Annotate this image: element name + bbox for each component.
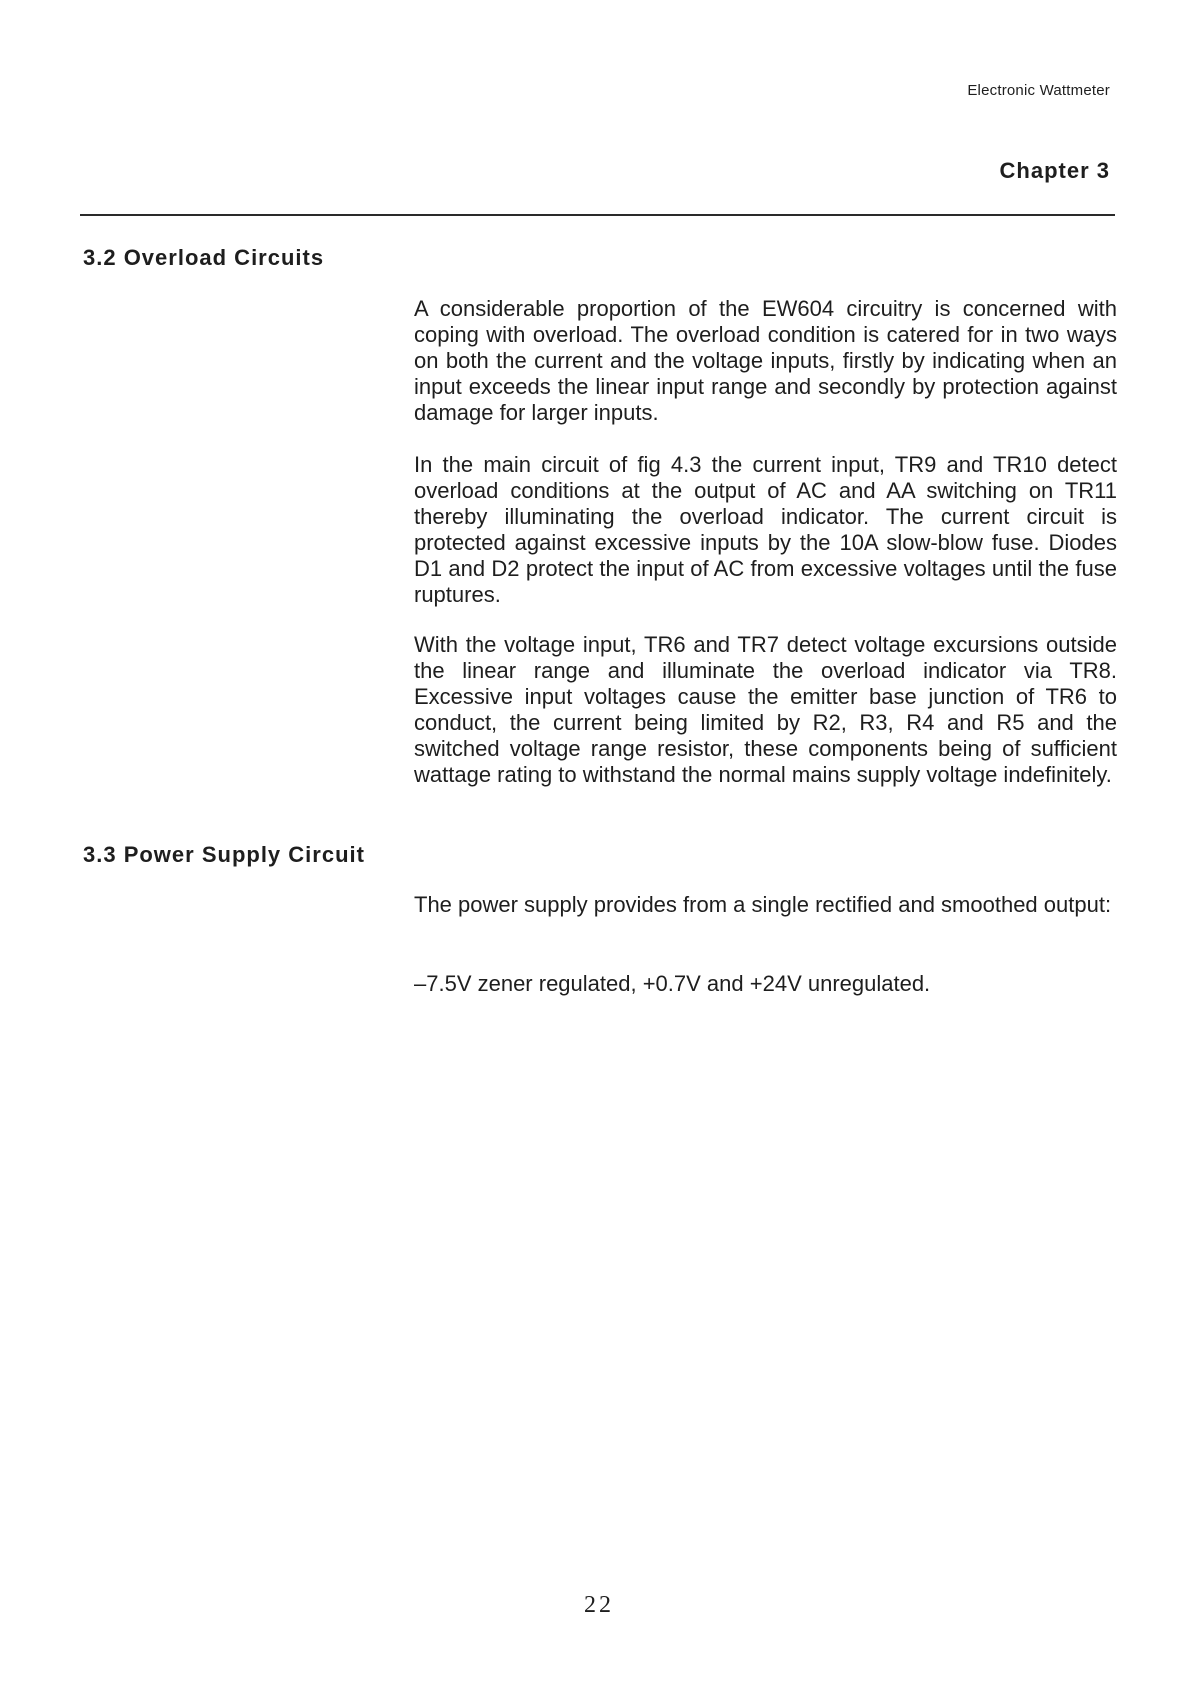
overload-paragraph-3: With the voltage input, TR6 and TR7 detect voltage excursions outside the linear range and illuminate the overload indicator via TR8. Excessive input voltages cause the emitter base junction of TR6 to conduct, the current being limited by R2, R3, R4 and R5 and the switched voltage range resistor, these components being of sufficient wattage rating to withstand the normal mains supply voltage indefinitely. <box>414 632 1117 787</box>
section-heading-overload-circuits: 3.2 Overload Circuits <box>83 245 325 270</box>
power-supply-paragraph-1: The power supply provides from a single rectified and smoothed output: <box>414 892 1112 917</box>
section-heading-power-supply-circuit: 3.3 Power Supply Circuit <box>83 842 365 867</box>
document-title: Electronic Wattmeter <box>967 82 1110 99</box>
overload-paragraph-1: A considerable proportion of the EW604 circuitry is concerned with coping with overload. The overload condition is catered for in two ways on both the current and the voltage inputs, firstly by indicating when an input exceeds the linear input range and secondly by protection against damage for larger inputs. <box>414 296 1117 425</box>
header-divider <box>80 214 1115 216</box>
chapter-label: Chapter 3 <box>999 158 1110 183</box>
overload-paragraph-2: In the main circuit of fig 4.3 the current input, TR9 and TR10 detect overload conditions at the output of AC and AA switching on TR11 thereby illuminating the overload indicator. The current circuit is protected against excessive inputs by the 10A slow-blow fuse. Diodes D1 and D2 protect the input of AC from excessive voltages until the fuse ruptures. <box>414 452 1117 607</box>
page-number: 22 <box>584 1592 614 1618</box>
power-supply-paragraph-2: –7.5V zener regulated, +0.7V and +24V unregulated. <box>414 971 931 996</box>
